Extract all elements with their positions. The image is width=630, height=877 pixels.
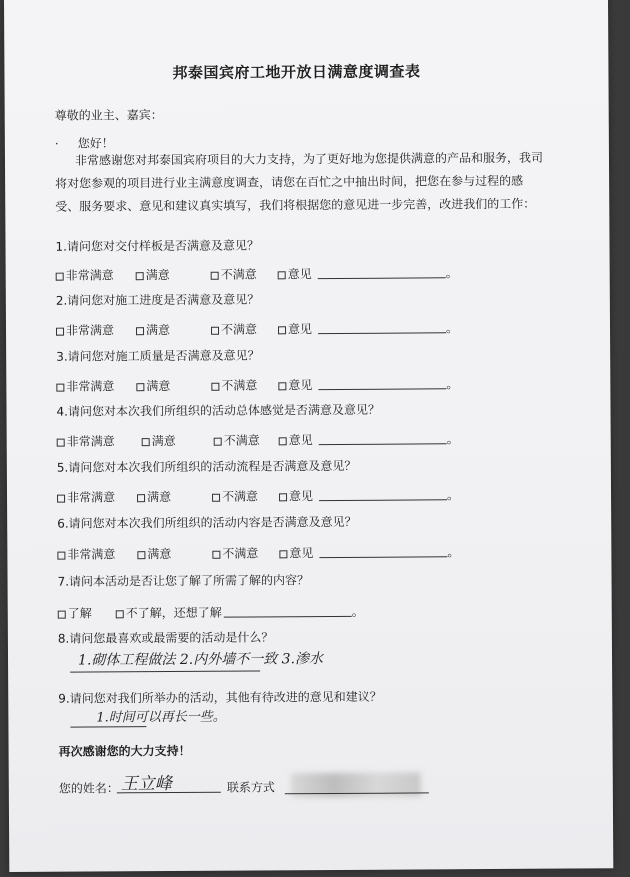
question-9: 9.请问您对我们所举办的活动，其他有待改进的意见和建议？ [58, 689, 382, 706]
salutation: 尊敬的业主、嘉宾： [54, 108, 163, 123]
q5-opinion[interactable]: 意见 [279, 487, 313, 504]
question-2: 2.请问您对施工进度是否满意及意见？ [55, 292, 260, 308]
q6-not-satisfied[interactable]: 不满意 [212, 544, 258, 561]
q6-satisfied[interactable]: 满意 [137, 545, 171, 562]
q4-opinion[interactable]: 意见 [279, 431, 313, 448]
q5-satisfied[interactable]: 满意 [137, 488, 171, 505]
q1-satisfied[interactable]: 满意 [136, 266, 170, 283]
q3-very-satisfied[interactable]: 非常满意 [56, 377, 114, 394]
q6-opinion[interactable]: 意见 [279, 544, 313, 561]
q4-not-satisfied[interactable]: 不满意 [214, 431, 260, 448]
q1-not-satisfied[interactable]: 不满意 [211, 265, 257, 282]
q7-line[interactable] [224, 616, 352, 618]
q2-not-satisfied[interactable]: 不满意 [211, 320, 257, 337]
name-label: 您的姓名： [58, 781, 119, 796]
page-title: 邦泰国宾府工地开放日满意度调查表 [172, 62, 421, 82]
q2-very-satisfied[interactable]: 非常满意 [56, 321, 114, 338]
closing-text: 再次感谢您的大力支持！ [58, 743, 191, 759]
survey-sheet: 邦泰国宾府工地开放日满意度调查表 尊敬的业主、嘉宾： · 您好！ 非常感谢您对邦泰国宾府项目的大力支持，为了更好地为您提供满意的产品和服务，我司将对您参观的项目进行业主满意度调查，请您在百忙之中抽出时间，把您在参与过程的感受、服务要求、意见和建议真实填写，我们将根据您的意见进一步完善，改进我们的工作： 1.请问您对交付样板是否满意及意见？ 非常满意 满意 不满意 意见 。 2.请问您对施工进度是否满意及意见？ 非常满意 满意 不满意 意见 。 3.请问您对施工质量是否满意及意见？ 非常满意 满意 不满意 意见 。 4.请问您对本次我们所组织的活动总体感觉是否满意及意见？ 非常满意 满意 不满意 意见 。 5.请问您对本次我们所组织的活动流程是否满意及意见？ 非常满意 满意 不满意 意见 。 6.请问您对本次我们所组织的活动内容是否满意及意见？ 非常满意 满意 不满意 意见 。 7.请问本活动是否让您了解了所需了解的内容？ 了解 不了解，还想了解 。 8.请问您最喜欢或最需要的活动是什么？ 1.砌体工程做法 2.内外墙不一致 3.渗水 9.请问您对我们所举办的活动，其他有待改进的意见和建议？ 1.时间可以再长一些。 再次感谢您的大力支持！ 您的姓名： 王立峰 联系方式 [4, 0, 613, 872]
checkbox[interactable] [211, 271, 219, 279]
q9-answer: 1.时间可以再长一些。 [96, 709, 226, 726]
q3-opinion[interactable]: 意见 [278, 376, 312, 393]
q2-opinion-line[interactable] [318, 332, 446, 334]
q4-satisfied[interactable]: 满意 [142, 432, 176, 449]
question-1: 1.请问您对交付样板是否满意及意见？ [55, 238, 259, 254]
greeting-text: 您好！ [77, 136, 114, 151]
q7-want-more[interactable]: 不了解，还想了解 [116, 604, 222, 622]
greeting: · 您好！ [54, 136, 114, 151]
signature: 王立峰 [120, 773, 172, 795]
question-8: 8.请问您最喜欢或最需要的活动是什么？ [57, 630, 274, 646]
contact-label: 联系方式 [226, 780, 275, 795]
q8-line[interactable] [70, 670, 260, 672]
question-4: 4.请问您对本次我们所组织的活动总体感觉是否满意及意见？ [56, 402, 381, 419]
q3-not-satisfied[interactable]: 不满意 [211, 376, 257, 393]
q4-opinion-line[interactable] [319, 443, 447, 445]
question-3: 3.请问您对施工质量是否满意及意见？ [56, 348, 260, 364]
q4-very-satisfied[interactable]: 非常满意 [57, 432, 115, 449]
checkbox[interactable] [278, 271, 286, 279]
question-6: 6.请问您对本次我们所组织的活动内容是否满意及意见？ [57, 514, 357, 531]
q2-opinion[interactable]: 意见 [278, 320, 312, 337]
q8-answer: 1.砌体工程做法 2.内外墙不一致 3.渗水 [77, 651, 324, 669]
intro-paragraph: 非常感谢您对邦泰国宾府项目的大力支持，为了更好地为您提供满意的产品和服务，我司将对您参观的项目进行业主满意度调查，请您在百忙之中抽出时间，把您在参与过程的感受、服务要求、意见和建议真实填写，我们将根据您的意见进一步完善，改进我们的工作： [55, 150, 544, 214]
q1-opinion-line[interactable] [318, 277, 446, 279]
question-7: 7.请问本活动是否让您了解了所需了解的内容？ [57, 573, 310, 589]
q9-line[interactable] [70, 726, 146, 727]
q5-very-satisfied[interactable]: 非常满意 [57, 488, 115, 505]
q2-satisfied[interactable]: 满意 [136, 321, 170, 338]
question-5: 5.请问您对本次我们所组织的活动流程是否满意及意见？ [56, 458, 357, 475]
q7-understood[interactable]: 了解 [58, 604, 92, 621]
q6-opinion-line[interactable] [319, 556, 447, 558]
checkbox[interactable] [56, 272, 64, 280]
q5-not-satisfied[interactable]: 不满意 [212, 487, 258, 504]
q3-opinion-line[interactable] [318, 388, 446, 390]
q3-satisfied[interactable]: 满意 [136, 377, 170, 394]
checkbox[interactable] [136, 272, 144, 280]
q5-opinion-line[interactable] [319, 499, 447, 501]
q1-very-satisfied[interactable]: 非常满意 [56, 266, 114, 283]
q1-opinion[interactable]: 意见 [278, 265, 312, 282]
q6-very-satisfied[interactable]: 非常满意 [57, 545, 115, 562]
